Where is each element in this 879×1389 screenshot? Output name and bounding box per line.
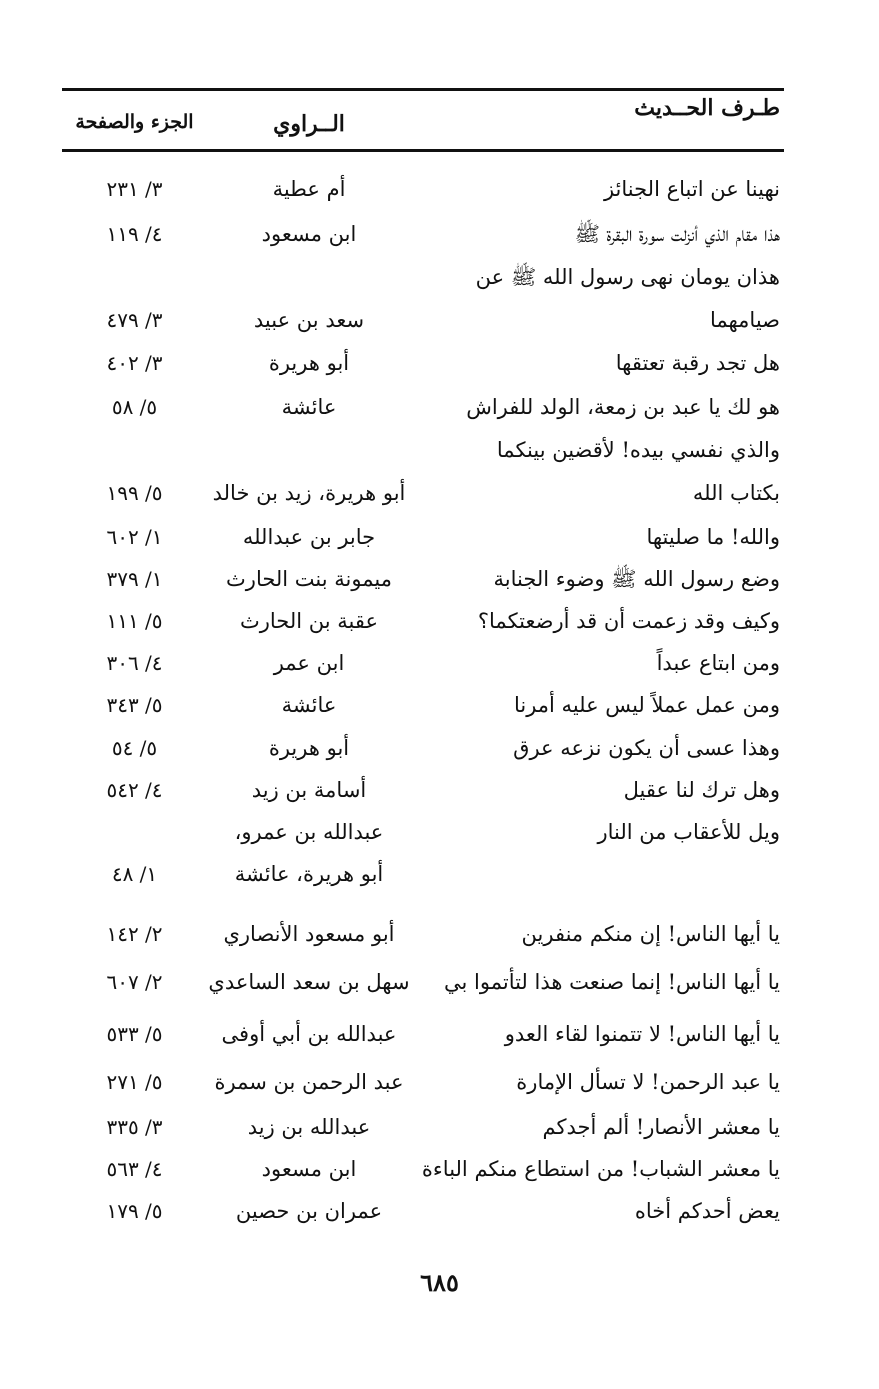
table-row <box>62 1062 784 1102</box>
table-row <box>62 169 784 209</box>
narrator-name: ابن مسعود <box>261 1157 357 1181</box>
narrator-name: ميمونة بنت الحارث <box>226 567 392 591</box>
narrator-name: ابن مسعود <box>261 222 357 246</box>
table-row <box>62 473 784 513</box>
volume-page: ٥/ ٢٧١ <box>106 1070 163 1094</box>
narrator-name: عمران بن حصين <box>235 1199 383 1223</box>
hadith-text: يا معشر الأنصار! ألم أجدكم <box>542 1115 780 1139</box>
hadith-text: نهينا عن اتباع الجنائز <box>603 177 780 201</box>
hadith-text: يا أيها الناس! إن منكم منفرين <box>521 922 780 946</box>
hadith-text: يا أيها الناس! لا تتمنوا لقاء العدو <box>504 1022 780 1046</box>
hadith-text: هو لك يا عبد بن زمعة، الولد للفراش <box>466 395 780 419</box>
table-row <box>62 343 784 383</box>
table-row <box>62 1107 784 1147</box>
narrator-name: عائشة <box>281 395 337 419</box>
table-row <box>62 559 784 599</box>
table-row <box>62 257 784 297</box>
table-header <box>62 91 784 149</box>
volume-page: ٥/ ٣٤٣ <box>106 693 163 717</box>
table-row <box>62 1191 784 1231</box>
volume-page: ٣/ ٤٠٢ <box>106 351 163 375</box>
hadith-text: بكتاب الله <box>692 481 780 505</box>
volume-page: ١/ ٦٠٢ <box>106 525 163 549</box>
narrator-name: أبو هريرة <box>268 736 350 760</box>
narrator-name: أبو مسعود الأنصاري <box>223 922 395 946</box>
table-row <box>62 685 784 725</box>
volume-page: ٥/ ١١١ <box>106 609 163 633</box>
volume-page: ١/ ٣٧٩ <box>106 567 163 591</box>
hadith-text: والذي نفسي بيده! لأقضين بينكما <box>496 438 780 462</box>
table-row <box>62 387 784 427</box>
table-row <box>62 854 784 894</box>
narrator-name: عبدالله بن أبي أوفى <box>221 1022 397 1046</box>
header-hadith: طـرف الحــديث <box>634 95 780 121</box>
volume-page: ٣/ ٤٧٩ <box>106 308 163 332</box>
volume-page: ١/ ٤٨ <box>111 862 158 886</box>
volume-page: ٥/ ١٩٩ <box>106 481 163 505</box>
narrator-name: سهل بن سعد الساعدي <box>208 970 410 994</box>
header-ref: الجزء والصفحة <box>75 111 194 133</box>
narrator-name: سعد بن عبيد <box>253 308 365 332</box>
narrator-name: عائشة <box>281 693 337 717</box>
table-row <box>62 214 784 254</box>
hadith-text: وكيف وقد زعمت أن قد أرضعتكما؟ <box>477 609 780 633</box>
table-row <box>62 430 784 470</box>
volume-page: ٥/ ١٧٩ <box>106 1199 163 1223</box>
hadith-text: ويل للأعقاب من النار <box>597 820 780 844</box>
table-row <box>62 812 784 852</box>
hadith-text: والله! ما صليتها <box>646 525 780 549</box>
hadith-text: يا عبد الرحمن! لا تسأل الإمارة <box>516 1070 780 1094</box>
narrator-name: أبو هريرة <box>268 351 350 375</box>
volume-page: ٤/ ٣٠٦ <box>106 651 163 675</box>
volume-page: ٤/ ١١٩ <box>106 222 163 246</box>
hadith-text: وهل ترك لنا عقيل <box>623 778 780 802</box>
hadith-text: هذا مقام الذي أنزلت سورة البقرة ﷺ <box>574 222 780 246</box>
narrator-name: ابن عمر <box>273 651 345 675</box>
volume-page: ٢/ ١٤٢ <box>106 922 163 946</box>
narrator-name: أبو هريرة، عائشة <box>234 862 384 886</box>
table-row <box>62 517 784 557</box>
volume-page: ٤/ ٥٤٢ <box>106 778 163 802</box>
table-row <box>62 1149 784 1189</box>
volume-page: ٥/ ٥٣٣ <box>106 1022 163 1046</box>
hadith-text: يا أيها الناس! إنما صنعت هذا لتأتموا بي <box>444 970 780 994</box>
hadith-text: وضع رسول الله ﷺ وضوء الجنابة <box>493 567 780 591</box>
volume-page: ٣/ ٢٣١ <box>106 177 163 201</box>
narrator-name: عقبة بن الحارث <box>239 609 379 633</box>
table-row <box>62 643 784 683</box>
hadith-text: ومن ابتاع عبداً <box>656 651 780 675</box>
hadith-text: صيامهما <box>709 308 780 332</box>
volume-page: ٥/ ٥٤ <box>111 736 158 760</box>
table-body <box>62 152 784 1232</box>
narrator-name: جابر بن عبدالله <box>242 525 376 549</box>
hadith-text: يا معشر الشباب! من استطاع منكم الباءة <box>421 1157 780 1181</box>
hadith-text: وهذا عسى أن يكون نزعه عرق <box>513 736 780 760</box>
table-row <box>62 601 784 641</box>
table-row <box>62 300 784 340</box>
hadith-text: هذان يومان نهى رسول الله ﷺ عن <box>475 265 780 289</box>
volume-page: ٤/ ٥٦٣ <box>106 1157 163 1181</box>
index-table <box>62 88 784 1232</box>
volume-page: ٢/ ٦٠٧ <box>106 970 163 994</box>
table-row <box>62 770 784 810</box>
narrator-name: أسامة بن زيد <box>251 778 367 802</box>
volume-page: ٣/ ٣٣٥ <box>106 1115 163 1139</box>
table-row <box>62 728 784 768</box>
narrator-name: أبو هريرة، زيد بن خالد <box>212 481 406 505</box>
volume-page: ٥/ ٥٨ <box>111 395 158 419</box>
header-narrator: الــراوي <box>273 111 345 137</box>
hadith-text: ومن عمل عملاً ليس عليه أمرنا <box>513 693 780 717</box>
hadith-text: يعض أحدكم أخاه <box>634 1199 780 1223</box>
page-number: ٦٨٥ <box>420 1268 459 1297</box>
narrator-name: أم عطية <box>272 177 346 201</box>
table-row <box>62 962 784 1002</box>
table-row <box>62 1014 784 1054</box>
table-row <box>62 914 784 954</box>
narrator-name: عبدالله بن زيد <box>247 1115 371 1139</box>
narrator-name: عبدالله بن عمرو، <box>234 820 384 844</box>
hadith-text: هل تجد رقبة تعتقها <box>615 351 780 375</box>
narrator-name: عبد الرحمن بن سمرة <box>214 1070 404 1094</box>
